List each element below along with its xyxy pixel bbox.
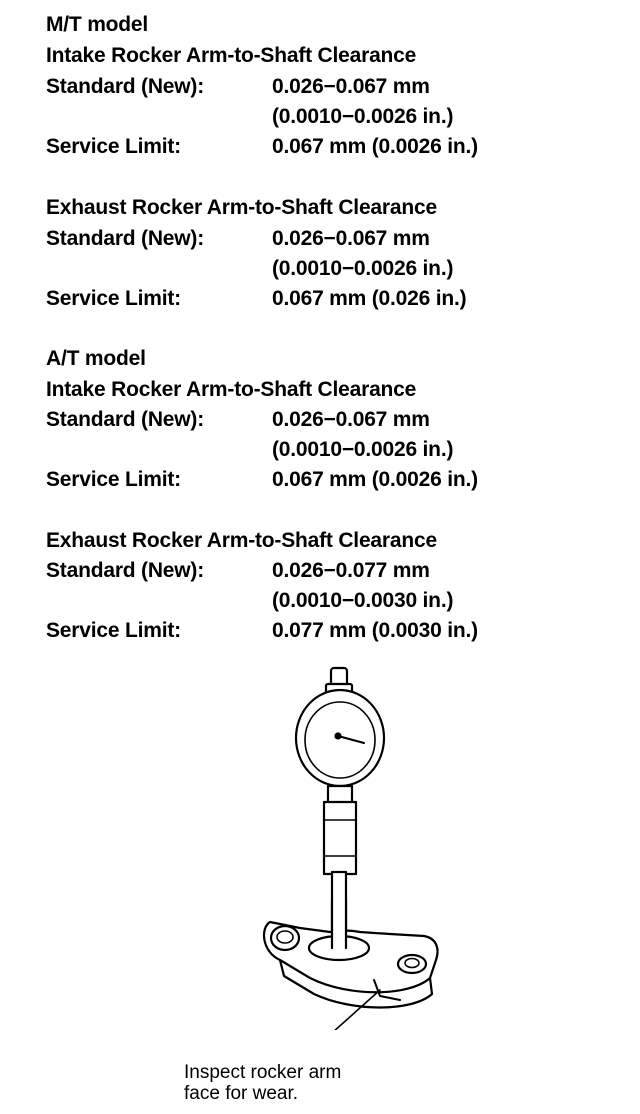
at-model-heading: A/T model [46,347,146,370]
mt-model-heading: M/T model [46,13,149,36]
service-limit-label: Service Limit: [46,135,181,158]
service-limit-label: Service Limit: [46,619,181,642]
standard-inch-value: (0.0010−0.0030 in.) [272,589,454,612]
service-limit-value: 0.077 mm (0.0030 in.) [272,619,478,642]
mt-intake-title: Intake Rocker Arm-to-Shaft Clearance [46,44,417,67]
service-limit-value: 0.067 mm (0.0026 in.) [272,468,478,491]
service-limit-label: Service Limit: [46,468,181,491]
service-limit-label: Service Limit: [46,287,181,310]
standard-mm-value: 0.026−0.077 mm [272,559,430,582]
standard-mm-value: 0.026−0.067 mm [272,227,430,250]
standard-inch-value: (0.0010−0.0026 in.) [272,438,454,461]
standard-inch-value: (0.0010−0.0026 in.) [272,257,454,280]
caption-line-1: Inspect rocker arm [184,1062,342,1083]
callout-pointer [304,990,380,1030]
standard-label: Standard (New): [46,408,205,431]
standard-label: Standard (New): [46,559,205,582]
at-intake-title: Intake Rocker Arm-to-Shaft Clearance [46,378,417,401]
at-exhaust-title: Exhaust Rocker Arm-to-Shaft Clearance [46,529,437,552]
dial-bore-gauge-illustration [240,660,460,1030]
standard-label: Standard (New): [46,227,205,250]
standard-inch-value: (0.0010−0.0026 in.) [272,105,454,128]
standard-mm-value: 0.026−0.067 mm [272,408,430,431]
service-limit-value: 0.067 mm (0.0026 in.) [272,135,478,158]
standard-mm-value: 0.026−0.067 mm [272,75,430,98]
gauge-body [324,802,356,874]
standard-label: Standard (New): [46,75,205,98]
service-limit-value: 0.067 mm (0.026 in.) [272,287,467,310]
figure-caption [184,1062,341,1104]
mt-exhaust-title: Exhaust Rocker Arm-to-Shaft Clearance [46,196,437,219]
caption-line-2: face for wear. [184,1083,299,1104]
